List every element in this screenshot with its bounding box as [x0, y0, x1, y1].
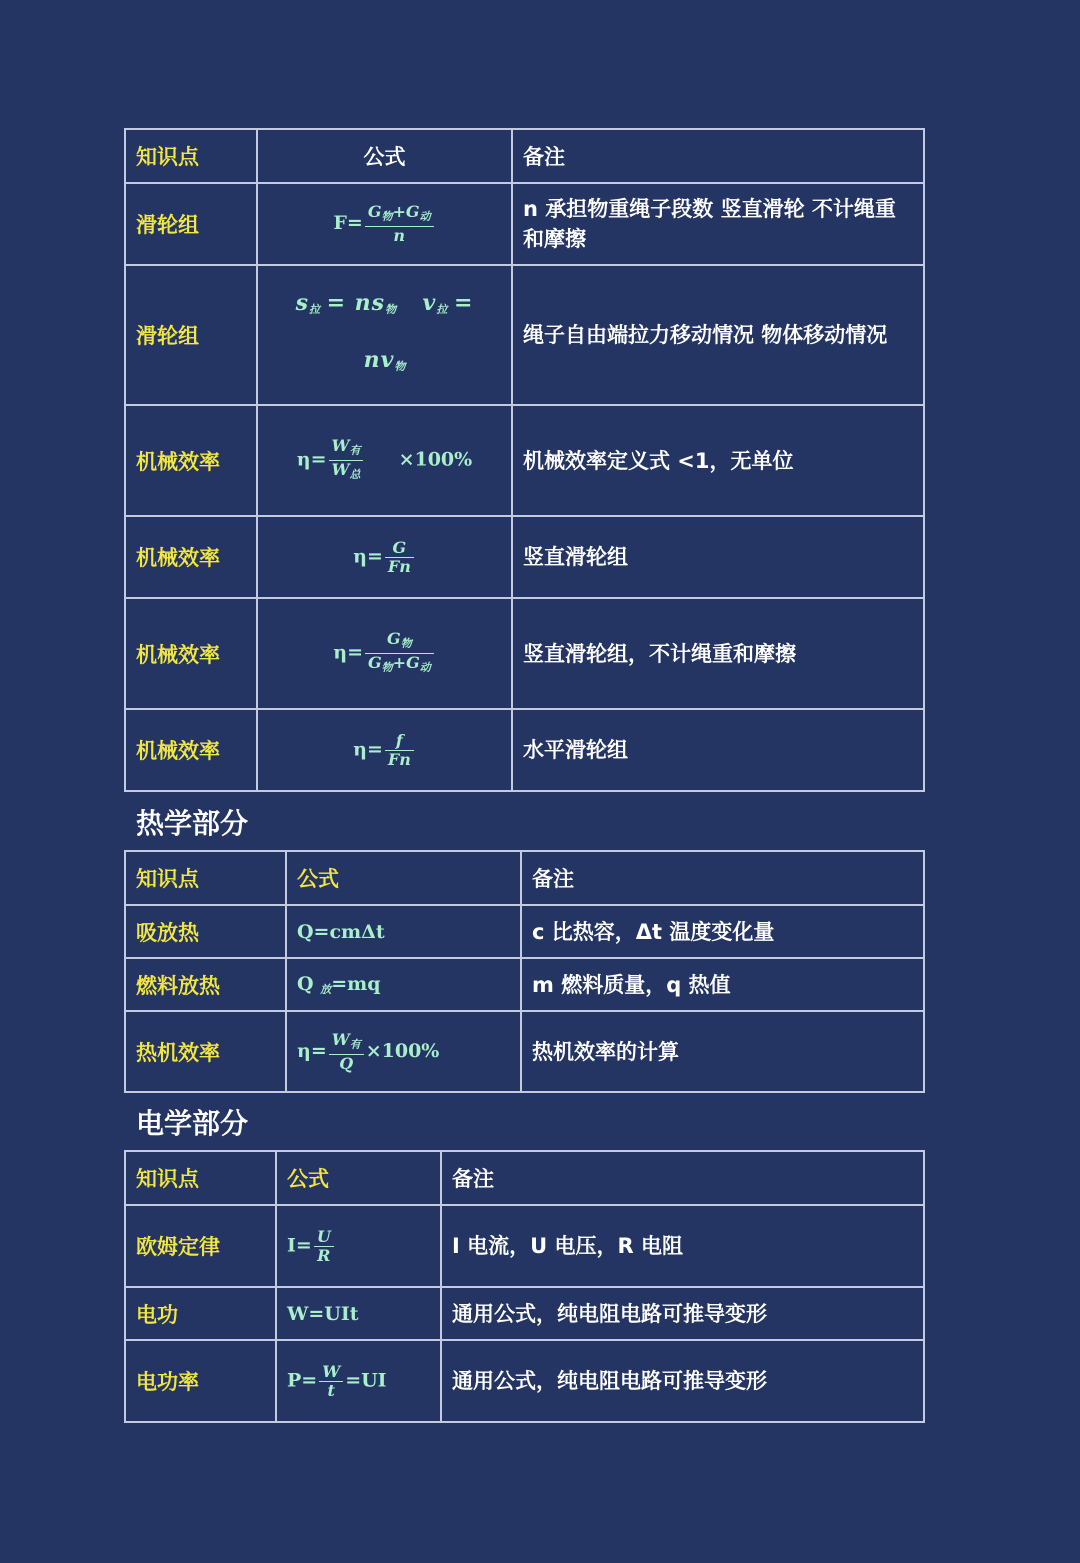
formula-cell: η= $\frac{G}{Fn}$	[257, 516, 512, 598]
row-note: 通用公式，纯电阻电路可推导变形	[441, 1287, 924, 1340]
fraction: $\frac{G}{Fn}$	[385, 539, 414, 576]
formula-cell: η= $\frac{W_有}{W_总}$ ×100%	[257, 405, 512, 516]
row-topic: 吸放热	[125, 905, 286, 958]
section-title-electric: 电学部分	[136, 1107, 249, 1140]
table-header-row	[125, 851, 924, 905]
row-topic: 机械效率	[125, 598, 257, 709]
table-row	[125, 1287, 924, 1340]
formula-cell: P= $\frac{W}{t}$ =UI	[276, 1340, 441, 1422]
header-formula: 公式	[257, 129, 512, 183]
fraction: $\frac{f}{Fn}$	[385, 732, 414, 769]
row-topic: 燃料放热	[125, 958, 286, 1011]
header-topic: 知识点	[125, 1151, 276, 1205]
table-header-row	[125, 1151, 924, 1205]
row-topic: 电功率	[125, 1340, 276, 1422]
row-topic: 机械效率	[125, 709, 257, 791]
header-note: 备注	[521, 851, 924, 905]
table-row	[125, 958, 924, 1011]
fraction: $\frac{W}{t}$	[319, 1363, 343, 1400]
fraction: $\frac{W_有}{Q}$	[329, 1031, 364, 1073]
fraction: $\frac{W_有}{W_总}$	[329, 437, 364, 484]
table-row	[125, 265, 924, 405]
row-topic: 滑轮组	[125, 265, 257, 405]
row-topic: 欧姆定律	[125, 1205, 276, 1287]
table-row	[125, 1205, 924, 1287]
row-note: 竖直滑轮组	[512, 516, 924, 598]
row-topic: 机械效率	[125, 516, 257, 598]
fraction: $\frac{G_物+G_动}{n}$	[365, 203, 434, 245]
table-row	[125, 183, 924, 265]
header-topic: 知识点	[125, 851, 286, 905]
section-title-thermal: 热学部分	[136, 807, 249, 840]
formula-cell: F= $\frac{G_物+G_动}{n}$	[257, 183, 512, 265]
formula-cell: Q $_放$=mq	[286, 958, 521, 1011]
row-topic: 滑轮组	[125, 183, 257, 265]
table-row	[125, 1340, 924, 1422]
table-row	[125, 905, 924, 958]
header-note: 备注	[441, 1151, 924, 1205]
header-formula: 公式	[276, 1151, 441, 1205]
row-note: n 承担物重绳子段数 竖直滑轮 不计绳重和摩擦	[512, 183, 924, 265]
table-row	[125, 709, 924, 791]
row-topic: 机械效率	[125, 405, 257, 516]
header-topic: 知识点	[125, 129, 257, 183]
formula-cell: $s_拉 = ns_物$ $v_拉$ = $nv_物$	[257, 265, 512, 405]
table-header-row	[125, 129, 924, 183]
table-row	[125, 598, 924, 709]
row-note: 热机效率的计算	[521, 1011, 924, 1092]
table-row	[125, 1011, 924, 1092]
formula-cell: W=UIt	[276, 1287, 441, 1340]
row-note: c 比热容，Δt 温度变化量	[521, 905, 924, 958]
row-topic: 电功	[125, 1287, 276, 1340]
thermal-table	[124, 850, 925, 1093]
row-note: 机械效率定义式 <1，无单位	[512, 405, 924, 516]
row-note: 水平滑轮组	[512, 709, 924, 791]
formula-cell: η= $\frac{f}{Fn}$	[257, 709, 512, 791]
row-topic: 热机效率	[125, 1011, 286, 1092]
table-row	[125, 405, 924, 516]
mechanics-table	[124, 128, 925, 792]
formula-cell: η= $\frac{G_物}{G_物+G_动}$	[257, 598, 512, 709]
header-formula: 公式	[286, 851, 521, 905]
header-note: 备注	[512, 129, 924, 183]
row-note: 通用公式，纯电阻电路可推导变形	[441, 1340, 924, 1422]
row-note: m 燃料质量，q 热值	[521, 958, 924, 1011]
fraction: $\frac{U}{R}$	[314, 1228, 334, 1265]
formula-cell: Q=cmΔt	[286, 905, 521, 958]
row-note: I 电流，U 电压，R 电阻	[441, 1205, 924, 1287]
row-note: 绳子自由端拉力移动情况 物体移动情况	[512, 265, 924, 405]
table-row	[125, 516, 924, 598]
electric-table	[124, 1150, 925, 1423]
formula-cell: I= $\frac{U}{R}$	[276, 1205, 441, 1287]
row-note: 竖直滑轮组，不计绳重和摩擦	[512, 598, 924, 709]
formula-cell: η= $\frac{W_有}{Q}$ ×100%	[286, 1011, 521, 1092]
fraction: $\frac{G_物}{G_物+G_动}$	[365, 630, 434, 677]
